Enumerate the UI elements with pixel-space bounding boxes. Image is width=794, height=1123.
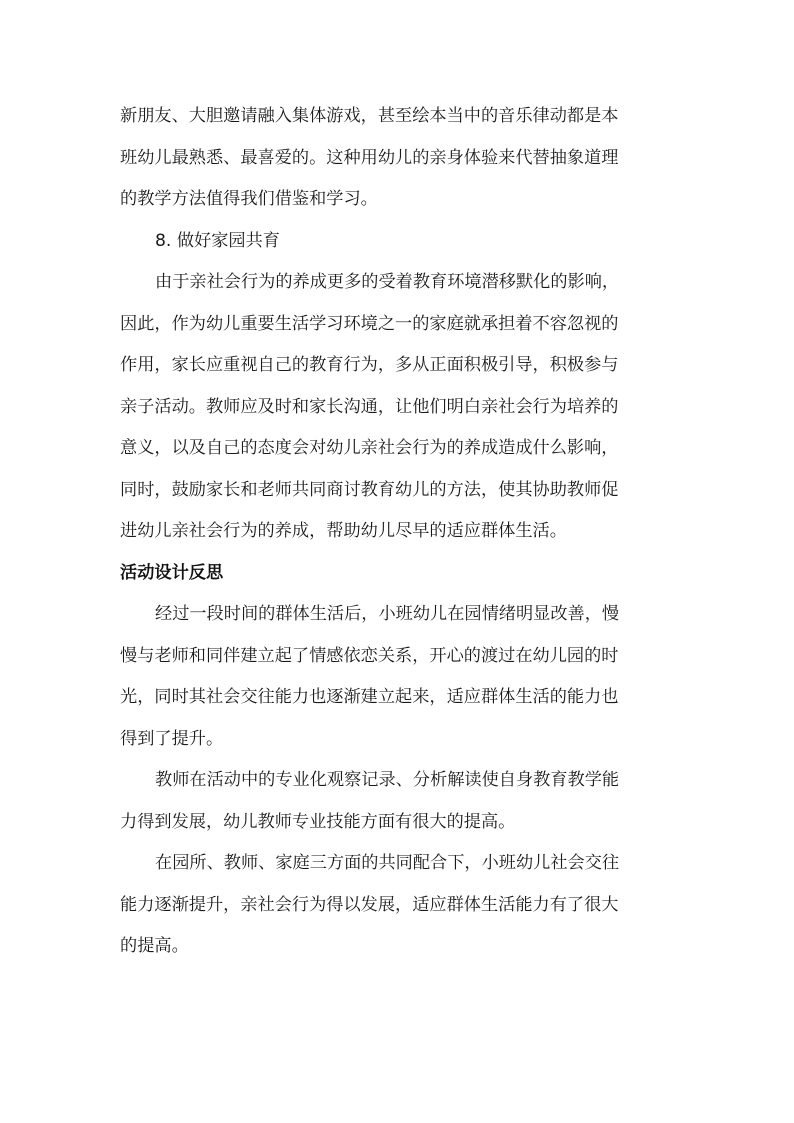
text-line: 同时，鼓励家长和老师共同商讨教育幼儿的方法，使其协助教师促 xyxy=(120,479,619,500)
text-line: 进幼儿亲社会行为的养成，帮助幼儿尽早的适应群体生活。 xyxy=(120,521,567,541)
text-line: 得到了提升。 xyxy=(120,728,224,749)
text-line: 的教学方法值得我们借鉴和学习。 xyxy=(120,189,378,209)
text-line: 慢与老师和同伴建立起了情感依恋关系，开心的渡过在幼儿园的时 xyxy=(120,645,619,666)
document-body xyxy=(120,96,665,968)
reflection-heading: 活动设计反思 xyxy=(120,562,224,583)
text-line: 班幼儿最熟悉、最喜爱的。这种用幼儿的亲身体验来代替抽象道理 xyxy=(120,147,619,168)
text-line: 由于亲社会行为的养成更多的受着教育环境潜移默化的影响， xyxy=(155,272,620,292)
text-line: 经过一段时间的群体生活后，小班幼儿在园情绪明显改善，慢 xyxy=(155,604,620,624)
text-line: 光，同时其社会交往能力也逐渐建立起来，适应群体生活的能力也 xyxy=(120,687,619,707)
text-line: 能力逐渐提升，亲社会行为得以发展，适应群体生活能力有了很大 xyxy=(120,894,619,915)
text-line: 的提高。 xyxy=(120,936,189,956)
text-line: 作用，家长应重视自己的教育行为，多从正面积极引导，积极参与 xyxy=(120,355,619,375)
text-line: 亲子活动。教师应及时和家长沟通，让他们明白亲社会行为培养的 xyxy=(120,396,619,417)
section-heading-8: 8. 做好家园共育 xyxy=(155,230,280,251)
text-line: 意义，以及自己的态度会对幼儿亲社会行为的养成造成什么影响， xyxy=(120,438,619,458)
text-line: 教师在活动中的专业化观察记录、分析解读使自身教育教学能 xyxy=(155,770,620,790)
text-line: 力得到发展，幼儿教师专业技能方面有很大的提高。 xyxy=(120,811,516,832)
text-line: 因此，作为幼儿重要生活学习环境之一的家庭就承担着不容忽视的 xyxy=(120,313,619,334)
text-line: 新朋友、大胆邀请融入集体游戏，甚至绘本当中的音乐律动都是本 xyxy=(120,106,619,126)
text-line: 在园所、教师、家庭三方面的共同配合下，小班幼儿社会交往 xyxy=(155,853,620,873)
